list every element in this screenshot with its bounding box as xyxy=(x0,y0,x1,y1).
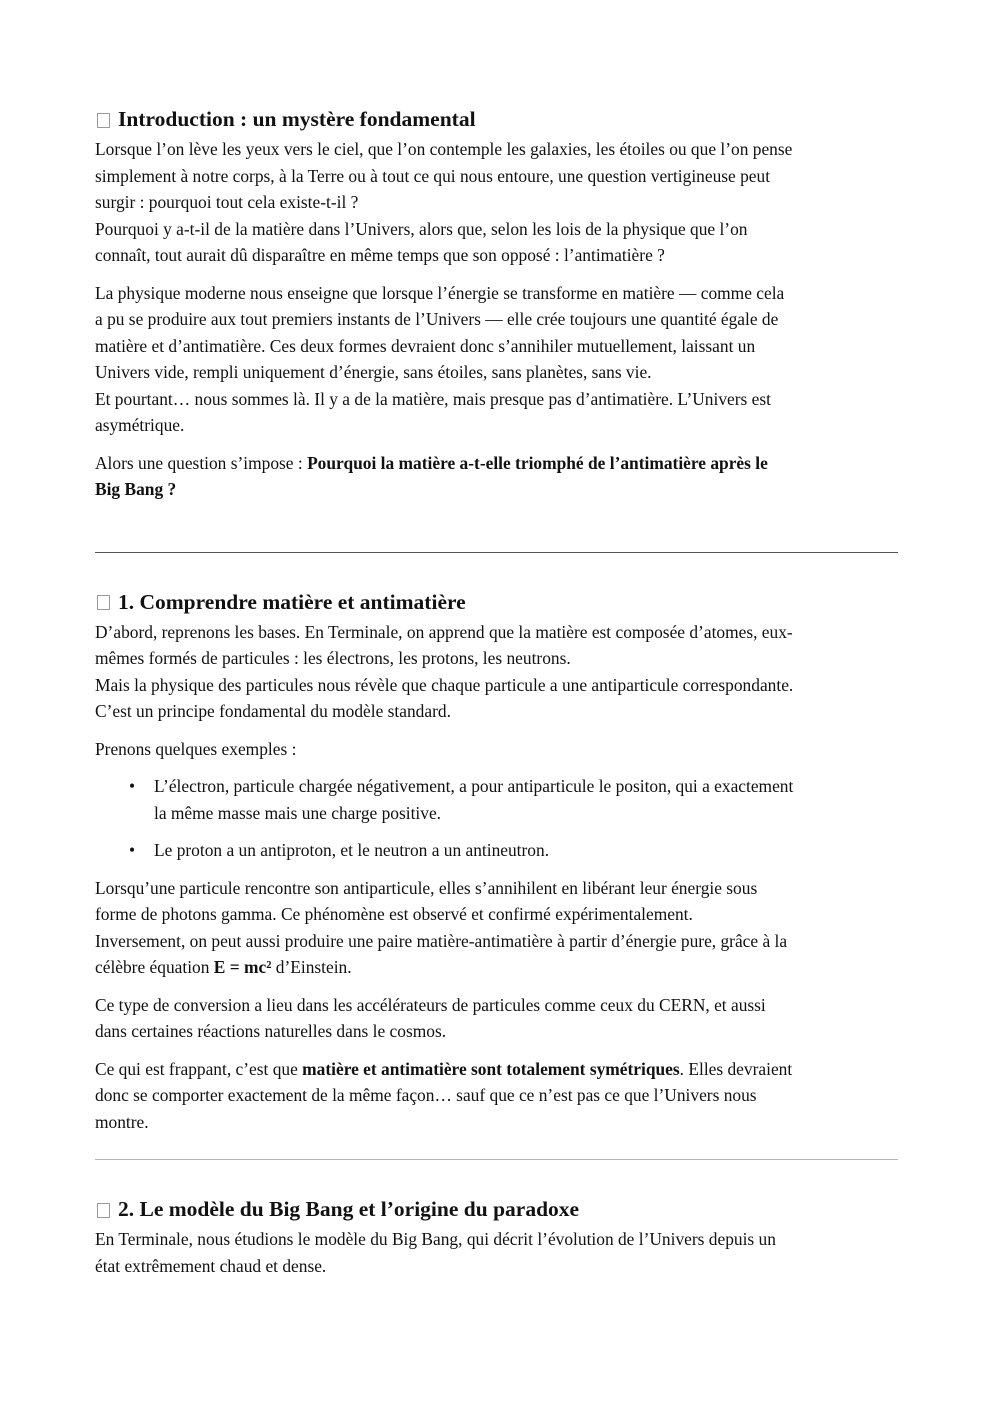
text-line: mêmes formés de particules : les électrons, les protons, les neutrons. xyxy=(95,648,571,668)
section2-heading-text: 2. Le modèle du Big Bang et l’origine du paradoxe xyxy=(118,1197,580,1221)
section-divider xyxy=(95,552,898,553)
intro-paragraph-3 xyxy=(95,450,898,503)
text-line: Ce type de conversion a lieu dans les accélérateurs de particules comme ceux du CERN, et aussi xyxy=(95,994,766,1015)
text-line: connaît, tout aurait dû disparaître en même temps que son opposé : l’antimatière ? xyxy=(95,245,665,265)
text-line: la même masse mais une charge positive. xyxy=(154,802,442,823)
text-line: Lorsque l’on lève les yeux vers le ciel, que l’on contemple les galaxies, les étoiles ou que l’on pense xyxy=(95,139,793,159)
section2-paragraph-1 xyxy=(95,1226,898,1279)
text-line: Le proton a un antiproton, et le neutron a un antineutron. xyxy=(154,840,550,860)
section1-heading-text: 1. Comprendre matière et antimatière xyxy=(118,589,466,614)
text-line: Inversement, on peut aussi produire une paire matière-antimatière à partir d’énergie pure, grâce à la xyxy=(95,930,788,951)
bold-question: Big Bang ? xyxy=(95,479,177,499)
text-line: L’électron, particule chargée négativement, a pour antiparticule le positon, qui a exactement xyxy=(154,776,794,796)
text-line: Et pourtant… nous sommes là. Il y a de la matière, mais presque pas d’antimatière. L’Univers est xyxy=(95,388,771,409)
text-line: Mais la physique des particules nous révèle que chaque particule a une antiparticule correspondante. xyxy=(95,674,794,695)
text-line: D’abord, reprenons les bases. En Terminale, on apprend que la matière est composée d’atomes, eux- xyxy=(95,621,793,642)
text-run: d’Einstein. xyxy=(271,957,352,977)
placeholder-glyph-icon xyxy=(97,595,110,610)
examples-list xyxy=(95,773,898,864)
text-line: asymétrique. xyxy=(95,415,185,435)
placeholder-glyph-icon xyxy=(97,1203,110,1218)
document-page xyxy=(95,104,898,1279)
text-line: état extrêmement chaud et dense. xyxy=(95,1255,327,1276)
text-line: forme de photons gamma. Ce phénomène est observé et confirmé expérimentalement. xyxy=(95,904,693,924)
text-line: C’est un principe fondamental du modèle standard. xyxy=(95,701,451,721)
text-line: Univers vide, rempli uniquement d’énergie, sans étoiles, sans planètes, sans vie. xyxy=(95,362,652,382)
text-line: a pu se produire aux tout premiers instants de l’Univers — elle crée toujours une quantité égale de xyxy=(95,309,779,329)
intro-heading xyxy=(95,104,898,134)
text-line: donc se comporter exactement de la même façon… sauf que ce n’est pas ce que l’Univers nous xyxy=(95,1085,757,1105)
text-run: . Elles devraient xyxy=(679,1058,793,1079)
placeholder-glyph-icon xyxy=(97,113,110,128)
intro-heading-text: Introduction : un mystère fondamental xyxy=(118,107,476,131)
section1-paragraph-5 xyxy=(95,1056,898,1136)
text-line: surgir : pourquoi tout cela existe-t-il ? xyxy=(95,192,359,212)
section1-paragraph-1 xyxy=(95,619,898,725)
bold-question: Pourquoi la matière a-t-elle triomphé de l’antimatière après le xyxy=(307,452,768,473)
section2-heading xyxy=(95,1194,898,1224)
text-line: montre. xyxy=(95,1111,149,1132)
section1-paragraph-2: Prenons quelques exemples : xyxy=(95,738,297,759)
text-line: Lorsqu’une particule rencontre son antiparticule, elles s’annihilent en libérant leur énergie sous xyxy=(95,877,758,898)
section1-paragraph-4 xyxy=(95,992,898,1045)
text-line: matière et d’antimatière. Ces deux formes devraient donc s’annihiler mutuellement, laissant un xyxy=(95,335,756,356)
text-line: simplement à notre corps, à la Terre ou à tout ce qui nous entoure, une question vertigineuse peut xyxy=(95,165,771,186)
section-divider xyxy=(95,1159,898,1160)
list-item xyxy=(154,837,898,864)
section1-heading xyxy=(95,587,898,617)
text-line: Pourquoi y a-t-il de la matière dans l’Univers, alors que, selon les lois de la physique que l’on xyxy=(95,218,748,239)
text-run: Ce qui est frappant, c’est que xyxy=(95,1058,303,1079)
text-line: La physique moderne nous enseigne que lorsque l’énergie se transforme en matière — comme cela xyxy=(95,282,785,303)
section1-paragraph-3 xyxy=(95,875,898,981)
text-run: célèbre équation xyxy=(95,957,214,977)
text-line: dans certaines réactions naturelles dans le cosmos. xyxy=(95,1021,447,1041)
equation: E = mc² xyxy=(213,957,272,977)
list-item xyxy=(154,773,898,826)
bold-emphasis: matière et antimatière sont totalement symétriques xyxy=(302,1058,680,1079)
text-run: Alors une question s’impose : xyxy=(95,452,308,473)
text-line: En Terminale, nous étudions le modèle du Big Bang, qui décrit l’évolution de l’Univers depuis un xyxy=(95,1229,776,1249)
intro-paragraph-2 xyxy=(95,280,898,439)
intro-paragraph-1 xyxy=(95,136,898,269)
